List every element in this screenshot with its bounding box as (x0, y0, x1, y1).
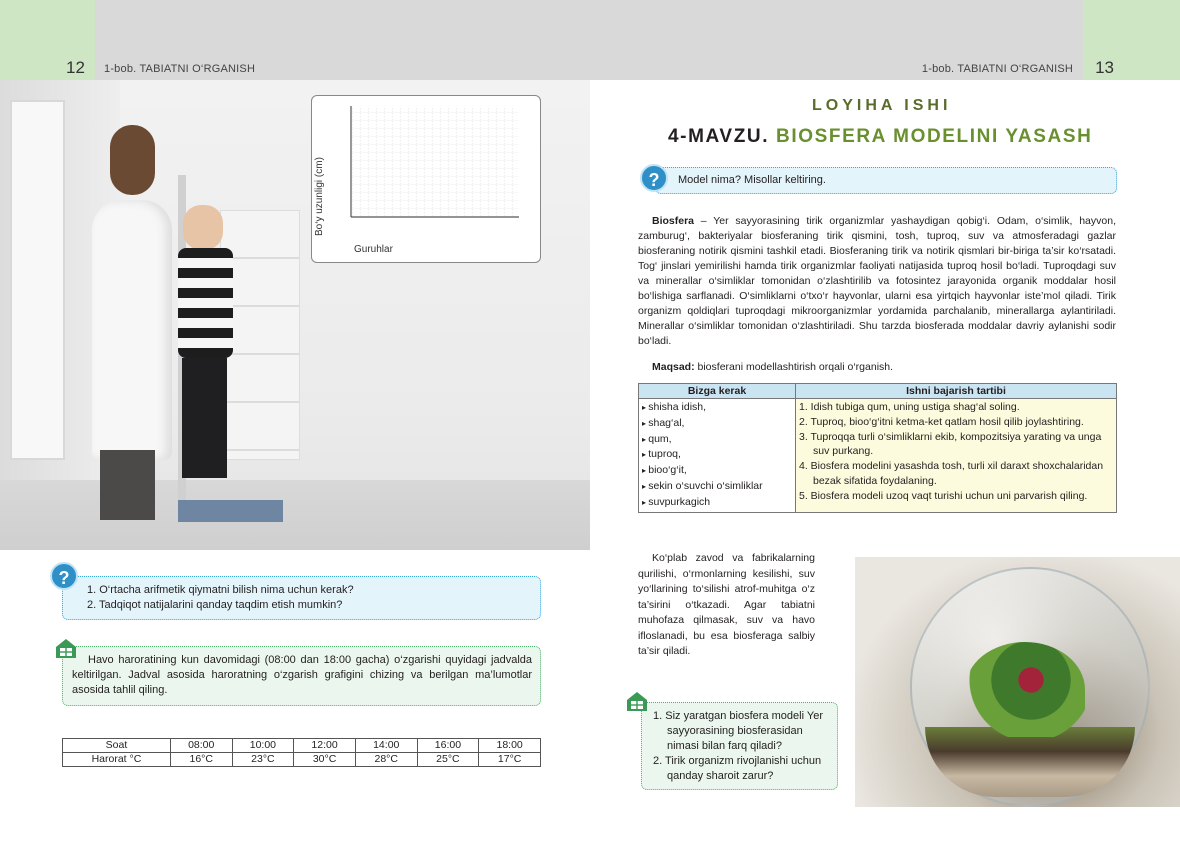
project-table (638, 383, 1117, 513)
table-cell: 30°C (294, 753, 356, 767)
running-head-left: 1-bob. TABIATNI O‘RGANISH (104, 63, 256, 75)
table-cell: 23°C (232, 753, 294, 767)
graph-y-label: Bo‘y uzunligi (cm) (314, 157, 325, 236)
table-row (63, 753, 541, 767)
head-question-icon: ? (640, 164, 668, 192)
table-cell: 16:00 (417, 739, 479, 753)
page-title (668, 126, 1092, 148)
page-number-right: 13 (1095, 58, 1114, 77)
final-question-2: 2. Tirik organizm rivojlanishi uchun qanday sharoit zarur? (653, 755, 822, 782)
graph-grid (312, 96, 542, 264)
task-text: Havo haroratining kun davomidagi (08:00 dan 18:00 gacha) o‘zgarishi quyidagi jadvalda keltirilgan. Jadval asosida haroratning o‘zgarish grafigini chizing va berilgan ma’lumotlar asosida tahlil qiling. (72, 654, 532, 696)
question-2: 2. Tadqiqot natijalarini qanday taqdim etish mumkin? (87, 599, 343, 611)
photo-doctor-legs (100, 450, 155, 520)
photo-soil-layers (925, 727, 1135, 797)
table-cell: 14:00 (355, 739, 417, 753)
photo-boy-shirt (178, 248, 233, 358)
photo-boy-head (183, 205, 223, 250)
title-main: BIOSFERA MODELINI YASASH (776, 126, 1093, 147)
table-cell: 28°C (355, 753, 417, 767)
temperature-table (62, 738, 541, 767)
table-cell: Harorat °C (63, 753, 171, 767)
term-biosfera: Biosfera (652, 215, 695, 227)
list-item: ▸ shag‘al, (642, 416, 792, 432)
title-prefix: 4-MAVZU. (668, 126, 770, 147)
home-task-icon (54, 637, 78, 659)
list-item: ▸ shisha idish, (642, 400, 792, 416)
photo-door (10, 100, 65, 460)
question-box-left (62, 576, 541, 620)
table-cell: 10:00 (232, 739, 294, 753)
table-row (63, 739, 541, 753)
final-question-1: 1. Siz yaratgan biosfera modeli Yer sayyorasining biosferasidan nimasi bilan farq qiladi? (653, 710, 823, 752)
needs-cell (639, 399, 796, 513)
home-task-icon (625, 690, 649, 712)
steps-cell (796, 399, 1117, 513)
col-header-needs: Bizga kerak (639, 384, 796, 399)
running-head-right: 1-bob. TABIATNI O‘RGANISH (921, 63, 1073, 75)
list-item: ▸ qum, (642, 432, 792, 448)
table-cell: 17°C (479, 753, 541, 767)
question-box-right (655, 167, 1117, 194)
goal-text: biosferani modellashtirish orqali o‘rganish. (694, 361, 894, 373)
col-header-steps: Ishni bajarish tartibi (796, 384, 1117, 399)
empty-graph-card (311, 95, 541, 263)
goal-label: Maqsad: (652, 361, 695, 373)
list-item: 4. Biosfera modelini yasashda tosh, turli xil daraxt shoxchalaridan bezak sifatida foydalaning. (799, 460, 1104, 487)
photo-floor (0, 480, 590, 550)
question-1: 1. O‘rtacha arifmetik qiymatni bilish nima uchun kerak? (87, 584, 354, 596)
photo-boy-legs (182, 358, 227, 478)
table-cell: 18:00 (479, 739, 541, 753)
table-cell: 12:00 (294, 739, 356, 753)
table-cell: Soat (63, 739, 171, 753)
list-item: 3. Tuproqqa turli o‘simliklarni ekib, kompozitsiya yarating va unga suv purkang. (799, 430, 1102, 458)
list-item: ▸ bioo‘g‘it, (642, 463, 792, 479)
final-questions-box (641, 702, 838, 790)
task-box-left (62, 646, 541, 706)
head-question-icon: ? (50, 562, 78, 590)
list-item: 2. Tuproq, bioo‘g‘itni ketma-ket qatlam hosil qilib joylashtiring. (799, 415, 1084, 428)
table-row (639, 399, 1117, 513)
graph-x-label: Guruhlar (354, 244, 393, 255)
table-cell: 25°C (417, 753, 479, 767)
list-item: ▸ tuproq, (642, 447, 792, 463)
photo-scale (178, 500, 283, 522)
model-question: Model nima? Misollar keltiring. (678, 174, 826, 186)
goal-line (652, 360, 1112, 375)
project-kicker: LOYIHA ISHI (812, 97, 952, 114)
intro-paragraph (638, 214, 1116, 349)
page-number-left: 12 (66, 58, 85, 77)
table-cell: 08:00 (170, 739, 232, 753)
photo-plants (965, 642, 1085, 737)
list-item: 5. Biosfera modeli uzoq vaqt turishi uchun uni parvarish qiling. (799, 489, 1088, 502)
list-item: ▸ suvpurkagich (642, 495, 792, 511)
closing-paragraph: Ko‘plab zavod va fabrikalarning qurilishi, o‘rmonlarning kesilishi, suv yo‘llarining to‘silishi atrof-muhitga o‘z ta’sirini o‘tkazadi. Agar tabiatni muhofaza qilmasak, suv va havo ifloslanadi, bu esa biosferaga salbiy ta’sir qiladi. (638, 552, 815, 657)
intro-text: – Yer sayyorasining tirik organizmlar yashaydigan qobig‘i. Odam, o‘simlik, hayvon, zamburug‘, bakteriyalar biosferaning tirik qismini, tosh, tuproq, suv va atmosferadagi gazlar biosferaning notirik qismini tashkil etadi. Biosferaning tirik va notirik qismlari bir-biriga ta’sir ko‘rsatadi. Tog‘ jinslari yemirilishi hamda tirik organizmlar faoliyati natijasida tuproq hosil bo‘ladi. Tuproqdagi suv va minerallar o‘simliklar tomonidan o‘zlashtirilib va fotosintez jarayonida organik moddalar hosil bo‘lishiga sarflanadi. O‘simliklarni o‘txo‘r hayvonlar, ularni esa yirtqich hayvonlar iste’mol qiladi. Tirik organizm qoldiqlari tuproqdagi mikroorganizmlar yordamida parchalanib, minerallarga aylantiriladi. Minerallar o‘simliklar tomonidan o‘zlashtiriladi. Shu tarzda biosferada moddalar davriy aylanishi sodir bo‘ladi. (638, 215, 1116, 347)
photo-doctor-hair (110, 125, 155, 195)
photo-doctor (92, 200, 172, 460)
table-cell: 16°C (170, 753, 232, 767)
list-item: ▸ sekin o‘suvchi o‘simliklar (642, 479, 792, 495)
table-row (639, 384, 1117, 399)
terrarium-photo (855, 557, 1180, 807)
list-item: 1. Idish tubiga qum, uning ustiga shag‘al soling. (799, 401, 1020, 413)
